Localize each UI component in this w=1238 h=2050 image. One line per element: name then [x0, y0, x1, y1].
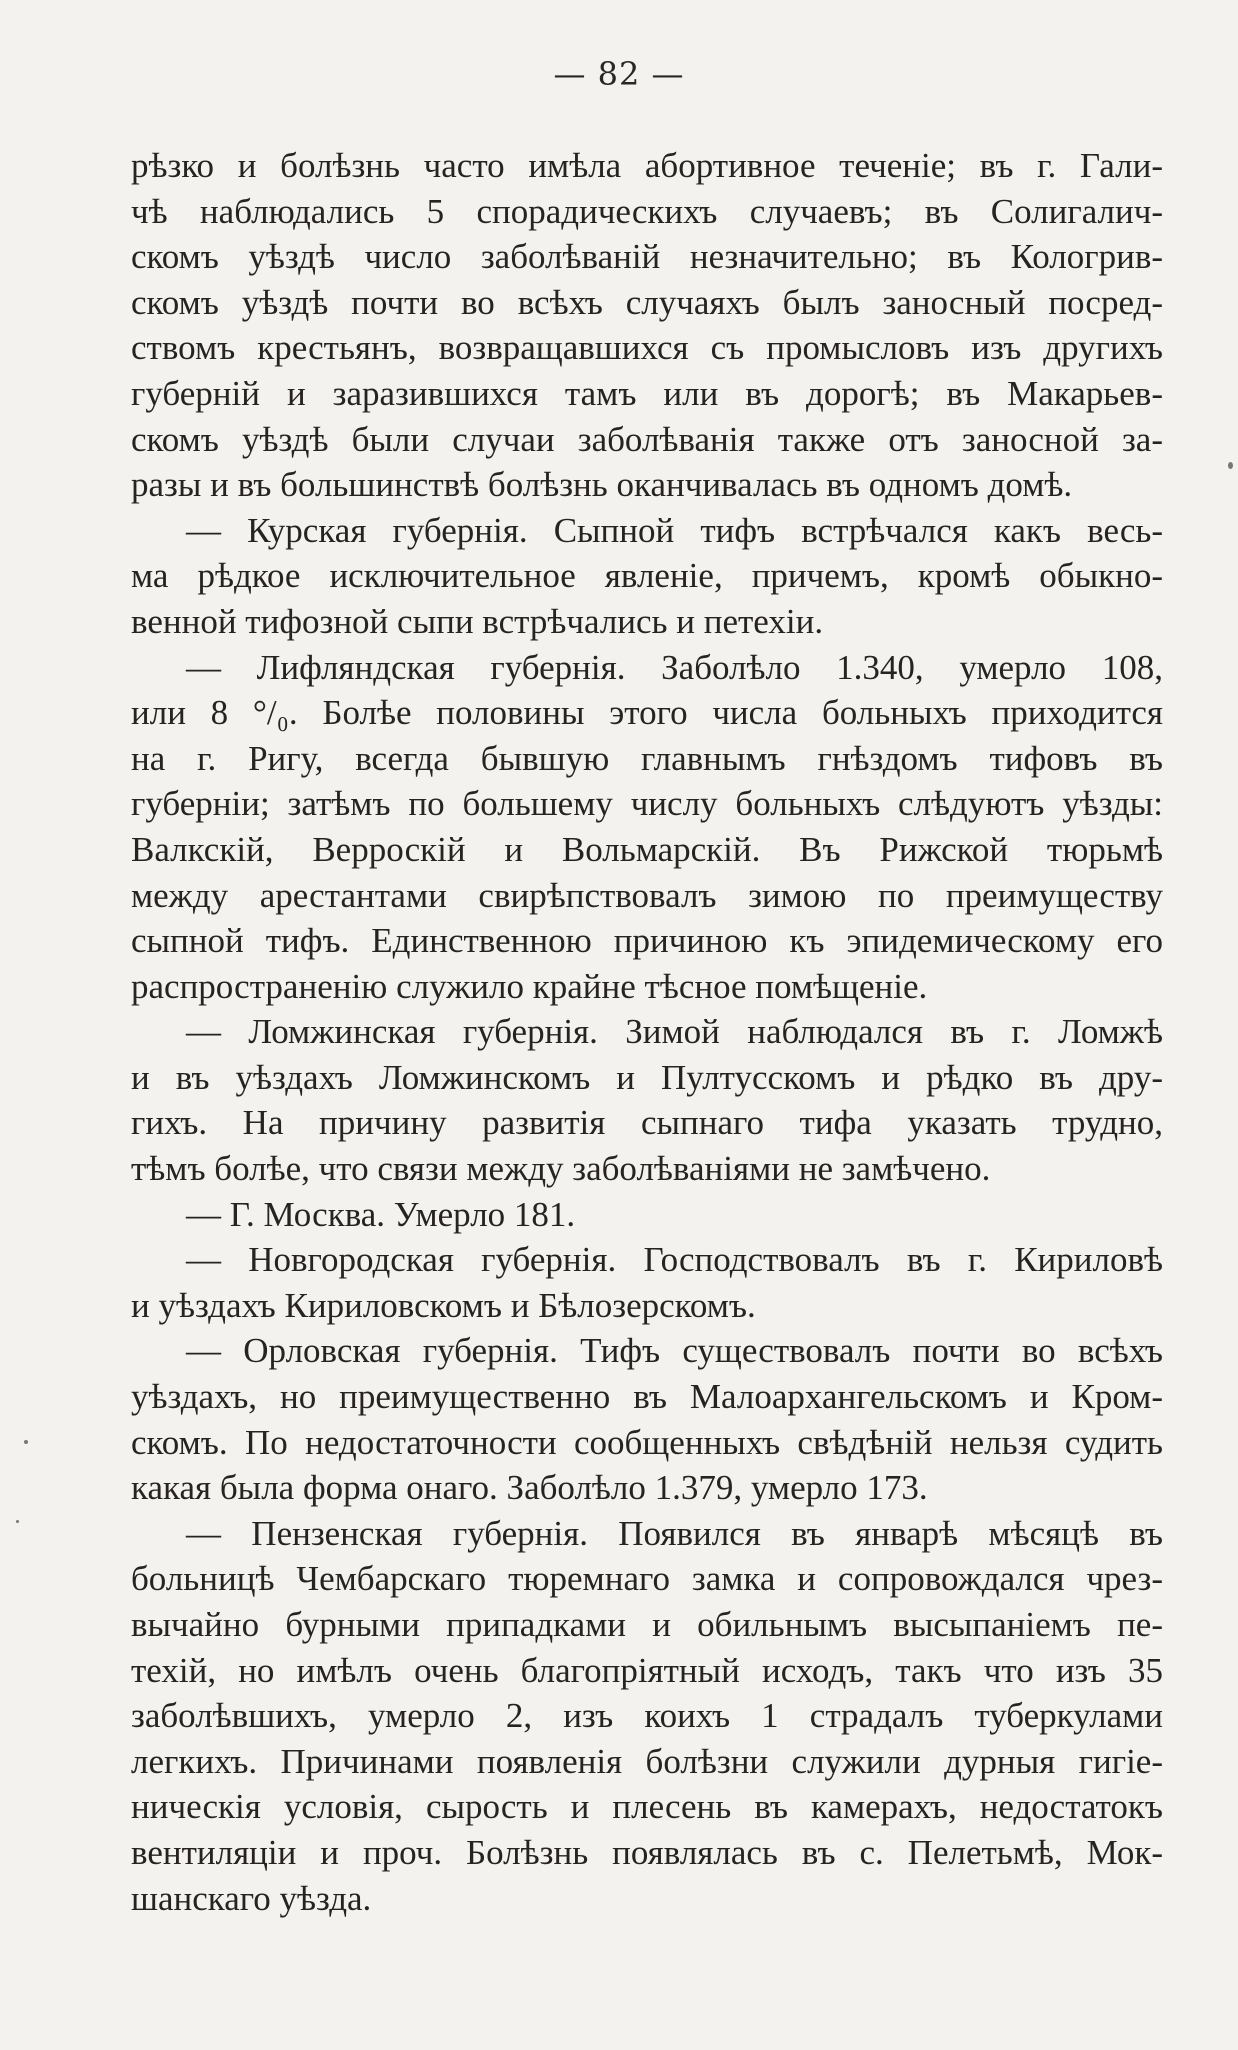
text-line: скомъ. По недостаточности сообщенныхъ свѣдѣній нельзя судить [131, 1422, 1163, 1462]
text-line: ствомъ крестьянъ, возвращавшихся съ промысловъ изъ другихъ [131, 328, 1163, 368]
text-line: гихъ. На причину развитія сыпнаго тифа указать трудно, [131, 1103, 1163, 1143]
text-line: разы и въ большинствѣ болѣзнь оканчивалась въ одномъ домѣ. [131, 465, 1073, 505]
text-line: — Курская губернія. Сыпной тифъ встрѣчался какъ весь- [186, 510, 1163, 550]
text-line: больницѣ Чембарскаго тюремнаго замка и сопровождался чрез- [131, 1559, 1163, 1599]
text-line: или 8 °/₀. Болѣе половины этого числа больныхъ приходится [131, 693, 1163, 733]
page-number: — 82 — [553, 55, 685, 93]
text-line: — Лифляндская губернія. Заболѣло 1.340, умерло 108, [186, 647, 1163, 687]
speck [24, 1440, 28, 1444]
text-line: и въ уѣздахъ Ломжинскомъ и Пултусскомъ и рѣдко въ дру- [131, 1057, 1163, 1097]
text-line: губерніи; затѣмъ по большему числу больныхъ слѣдуютъ уѣзды: [131, 784, 1163, 824]
text-line: скомъ уѣздѣ почти во всѣхъ случаяхъ былъ заносный посред- [131, 282, 1163, 322]
text-line: скомъ уѣздѣ были случаи заболѣванія также отъ заносной за- [131, 419, 1163, 459]
text-line: вычайно бурными припадками и обильнымъ высыпаніемъ пе- [131, 1605, 1163, 1644]
text-line: шанскаго уѣзда. [131, 1878, 372, 1918]
text-line: легкихъ. Причинами появленія болѣзни служили дурныя гигіе- [131, 1741, 1163, 1781]
text-line: какая была форма онаго. Заболѣло 1.379, умерло 173. [131, 1468, 928, 1508]
text-line: Валкскій, Верроскій и Вольмарскій. Въ Рижской тюрьмѣ [131, 829, 1163, 869]
text-line: между арестантами свирѣпствовалъ зимою по преимуществу [131, 875, 1163, 915]
text-line: венной тифозной сыпи встрѣчались и петехіи. [131, 601, 824, 641]
text-line: — Орловская губернія. Тифъ существовалъ почти во всѣхъ [186, 1331, 1163, 1371]
text-line: распространенію служило крайне тѣсное помѣщеніе. [131, 966, 928, 1006]
body-text [131, 143, 1163, 1921]
text-line: техій, но имѣлъ очень благопріятный исходъ, такъ что изъ 35 [131, 1650, 1163, 1690]
text-line: ма рѣдкое исключительное явленіе, причемъ, кромѣ обыкно- [131, 556, 1163, 596]
text-line: рѣзко и болѣзнь часто имѣла абортивное теченіе; въ г. Гали- [131, 146, 1163, 185]
text-line: — Г. Москва. Умерло 181. [186, 1194, 576, 1234]
text-line: — Пензенская губернія. Появился въ январѣ мѣсяцѣ въ [186, 1513, 1163, 1553]
text-line: сыпной тифъ. Единственною причиною къ эпидемическому его [131, 921, 1163, 961]
text-line: тѣмъ болѣе, что связи между заболѣваніями не замѣчено. [131, 1149, 991, 1189]
text-line: чѣ наблюдались 5 спорадическихъ случаевъ; въ Солигалич- [131, 191, 1163, 231]
speck [1228, 462, 1233, 469]
text-line: — Новгородская губернія. Господствовалъ въ г. Кириловѣ [186, 1240, 1163, 1280]
text-line: вентиляціи и проч. Болѣзнь появлялась въ с. Пелетьмѣ, Мок- [131, 1832, 1163, 1872]
text-line: на г. Ригу, всегда бывшую главнымъ гнѣздомъ тифовъ въ [131, 738, 1163, 778]
text-line: — Ломжинская губернія. Зимой наблюдался въ г. Ломжѣ [186, 1012, 1163, 1052]
text-line: уѣздахъ, но преимущественно въ Малоархангельскомъ и Кром- [131, 1377, 1163, 1417]
text-line: и уѣздахъ Кириловскомъ и Бѣлозерскомъ. [131, 1285, 756, 1325]
speck [16, 1520, 19, 1523]
text-line: заболѣвшихъ, умерло 2, изъ коихъ 1 страдалъ туберкулами [131, 1696, 1163, 1736]
text-line: ническія условія, сырость и плесень въ камерахъ, недостатокъ [131, 1787, 1163, 1827]
text-line: губерній и заразившихся тамъ или въ дорогѣ; въ Макарьев- [131, 373, 1163, 413]
text-line: скомъ уѣздѣ число заболѣваній незначительно; въ Кологрив- [131, 237, 1163, 277]
